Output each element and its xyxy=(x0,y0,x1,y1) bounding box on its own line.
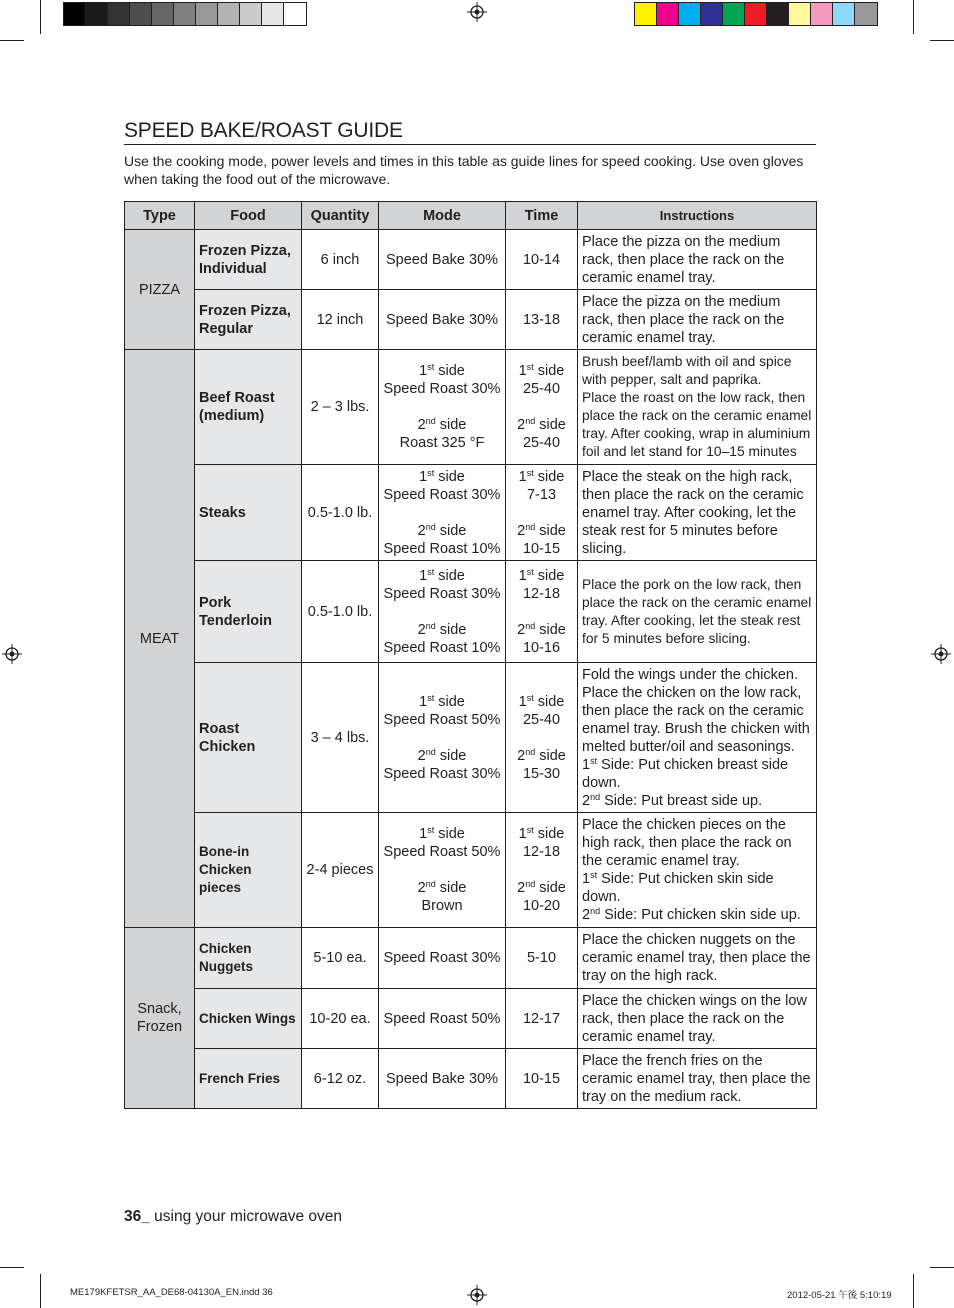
crop-mark xyxy=(0,40,24,41)
color-swatch xyxy=(701,3,723,25)
food-cell: Beef Roast (medium) xyxy=(195,350,302,465)
time-cell: 1st side 7-13 2nd side 10-15 xyxy=(506,465,578,561)
color-bar xyxy=(634,2,878,26)
table-row xyxy=(125,290,817,350)
instructions-cell: Place the chicken pieces on the high rack, then place the rack on the ceramic enamel tray. 1st Side: Put chicken skin side down. 2nd Side: Put chicken skin side up. xyxy=(578,813,817,928)
food-cell: Frozen Pizza, Individual xyxy=(195,230,302,290)
table-row xyxy=(125,813,817,928)
mode-cell: Speed Roast 50% xyxy=(379,989,506,1049)
crop-mark xyxy=(913,1274,914,1308)
instructions-cell: Place the chicken nuggets on the ceramic enamel tray, then place the tray on the high rack. xyxy=(578,928,817,989)
registration-mark-icon xyxy=(467,1285,487,1305)
food-cell: Bone-in Chicken pieces xyxy=(195,813,302,928)
registration-mark-icon xyxy=(931,644,951,664)
mode-cell: 1st side Speed Roast 50% 2nd side Brown xyxy=(379,813,506,928)
registration-mark-icon xyxy=(467,2,487,22)
food-cell: Chicken Wings xyxy=(195,989,302,1049)
time-cell: 5-10 xyxy=(506,928,578,989)
time-cell: 10-15 xyxy=(506,1049,578,1109)
column-header-quantity: Quantity xyxy=(302,202,379,230)
quantity-cell: 6-12 oz. xyxy=(302,1049,379,1109)
color-swatch xyxy=(218,3,240,25)
color-swatch xyxy=(635,3,657,25)
page-footer xyxy=(124,1208,342,1226)
mode-cell: 1st side Speed Roast 50% 2nd side Speed Roast 30% xyxy=(379,663,506,813)
crop-mark xyxy=(40,0,41,34)
color-swatch xyxy=(833,3,855,25)
color-swatch xyxy=(767,3,789,25)
table-row xyxy=(125,663,817,813)
mode-cell: 1st side Speed Roast 30% 2nd side Speed Roast 10% xyxy=(379,561,506,663)
time-cell: 1st side 25-40 2nd side 25-40 xyxy=(506,350,578,465)
color-swatch xyxy=(679,3,701,25)
time-cell: 13-18 xyxy=(506,290,578,350)
column-header-mode: Mode xyxy=(379,202,506,230)
quantity-cell: 12 inch xyxy=(302,290,379,350)
table-row xyxy=(125,561,817,663)
time-cell: 1st side 12-18 2nd side 10-20 xyxy=(506,813,578,928)
column-header-instructions: Instructions xyxy=(578,202,817,230)
slug-date: 2012-05-21 午後 5:10:19 xyxy=(787,1290,892,1301)
crop-mark xyxy=(40,1274,41,1308)
color-swatch xyxy=(174,3,196,25)
speed-bake-roast-table xyxy=(124,201,817,1109)
quantity-cell: 3 – 4 lbs. xyxy=(302,663,379,813)
mode-cell: Speed Bake 30% xyxy=(379,230,506,290)
column-header-time: Time xyxy=(506,202,578,230)
title-rule xyxy=(124,144,816,145)
slug-file: ME179KFETSR_AA_DE68-04130A_EN.indd 36 xyxy=(70,1287,273,1298)
table-row xyxy=(125,989,817,1049)
crop-mark xyxy=(930,40,954,41)
table-row xyxy=(125,230,817,290)
time-cell: 1st side 12-18 2nd side 10-16 xyxy=(506,561,578,663)
column-header-food: Food xyxy=(195,202,302,230)
quantity-cell: 5-10 ea. xyxy=(302,928,379,989)
table-row xyxy=(125,465,817,561)
food-cell: Frozen Pizza, Regular xyxy=(195,290,302,350)
section-name: using your microwave oven xyxy=(149,1208,342,1225)
mode-cell: Speed Bake 30% xyxy=(379,290,506,350)
instructions-cell: Place the steak on the high rack, then place the rack on the ceramic enamel tray. After cooking, let the steak rest for 5 minutes before slicing. xyxy=(578,465,817,561)
mode-cell: Speed Roast 30% xyxy=(379,928,506,989)
grayscale-bar xyxy=(63,2,307,26)
food-cell: Roast Chicken xyxy=(195,663,302,813)
color-swatch xyxy=(240,3,262,25)
food-cell: Steaks xyxy=(195,465,302,561)
table-row xyxy=(125,1049,817,1109)
color-swatch xyxy=(789,3,811,25)
instructions-cell: Brush beef/lamb with oil and spice with pepper, salt and paprika. Place the roast on the low rack, then place the rack on the ceramic enamel tray. After cooking, wrap in aluminium foil and let stand for 10–15 minutes xyxy=(578,350,817,465)
time-cell: 1st side 25-40 2nd side 15-30 xyxy=(506,663,578,813)
table-row xyxy=(125,928,817,989)
registration-mark-icon xyxy=(2,644,22,664)
instructions-cell: Place the pork on the low rack, then place the rack on the ceramic enamel tray. After cooking, let the steak rest for 5 minutes before slicing. xyxy=(578,561,817,663)
crop-mark xyxy=(930,1267,954,1268)
instructions-cell: Place the pizza on the medium rack, then place the rack on the ceramic enamel tray. xyxy=(578,230,817,290)
quantity-cell: 6 inch xyxy=(302,230,379,290)
mode-cell: Speed Bake 30% xyxy=(379,1049,506,1109)
color-swatch xyxy=(196,3,218,25)
intro-text: Use the cooking mode, power levels and times in this table as guide lines for speed cooking. Use oven gloves when taking the food out of the microwave. xyxy=(124,153,804,187)
color-swatch xyxy=(64,3,86,25)
instructions-cell: Fold the wings under the chicken. Place the chicken on the low rack, then place the rack on the ceramic enamel tray. Brush the chicken with melted butter/oil and seasonings. 1st Side: Put chicken breast side down. 2nd Side: Put breast side up. xyxy=(578,663,817,813)
color-swatch xyxy=(152,3,174,25)
quantity-cell: 0.5-1.0 lb. xyxy=(302,465,379,561)
type-cell: Snack, Frozen xyxy=(125,928,195,1109)
quantity-cell: 2 – 3 lbs. xyxy=(302,350,379,465)
crop-mark xyxy=(913,0,914,34)
food-cell: French Fries xyxy=(195,1049,302,1109)
color-swatch xyxy=(723,3,745,25)
table-row xyxy=(125,350,817,465)
color-swatch xyxy=(284,3,306,25)
quantity-cell: 10-20 ea. xyxy=(302,989,379,1049)
color-swatch xyxy=(811,3,833,25)
color-swatch xyxy=(855,3,877,25)
time-cell: 12-17 xyxy=(506,989,578,1049)
page-title: SPEED BAKE/ROAST GUIDE xyxy=(124,119,403,142)
table-header-row xyxy=(125,202,817,230)
color-swatch xyxy=(745,3,767,25)
food-cell: Chicken Nuggets xyxy=(195,928,302,989)
column-header-type: Type xyxy=(125,202,195,230)
color-swatch xyxy=(108,3,130,25)
type-cell: PIZZA xyxy=(125,230,195,350)
food-cell: Pork Tenderloin xyxy=(195,561,302,663)
mode-cell: 1st side Speed Roast 30% 2nd side Roast 325 °F xyxy=(379,350,506,465)
instructions-cell: Place the french fries on the ceramic enamel tray, then place the tray on the medium rack. xyxy=(578,1049,817,1109)
instructions-cell: Place the pizza on the medium rack, then place the rack on the ceramic enamel tray. xyxy=(578,290,817,350)
quantity-cell: 0.5-1.0 lb. xyxy=(302,561,379,663)
mode-cell: 1st side Speed Roast 30% 2nd side Speed Roast 10% xyxy=(379,465,506,561)
instructions-cell: Place the chicken wings on the low rack, then place the rack on the ceramic enamel tray. xyxy=(578,989,817,1049)
quantity-cell: 2-4 pieces xyxy=(302,813,379,928)
color-swatch xyxy=(130,3,152,25)
color-swatch xyxy=(86,3,108,25)
color-swatch xyxy=(262,3,284,25)
color-swatch xyxy=(657,3,679,25)
type-cell: MEAT xyxy=(125,350,195,928)
page-number: 36_ xyxy=(124,1208,150,1225)
crop-mark xyxy=(0,1267,24,1268)
time-cell: 10-14 xyxy=(506,230,578,290)
